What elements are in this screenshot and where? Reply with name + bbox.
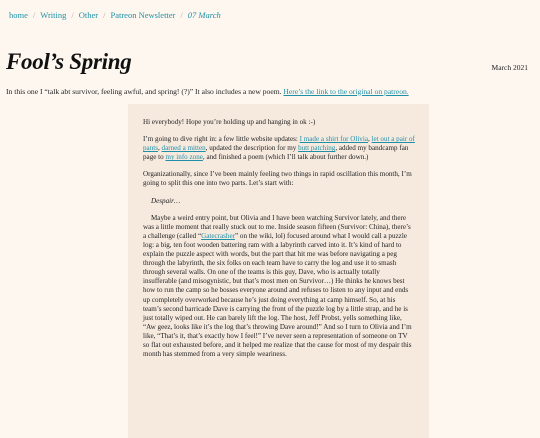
letter-organization-paragraph: Organizationally, since I’ve been mainly feeling two things in rapid oscillation this month, I’m going to split this one into two parts. Let’s start with: bbox=[143, 170, 412, 188]
updates-text: I’m going to dive right in: a few little website updates: bbox=[143, 135, 300, 144]
section-heading-despair: Despair… bbox=[151, 196, 181, 205]
patreon-original-link[interactable]: Here’s the link to the original on patreon. bbox=[283, 86, 409, 96]
intro-body: In this one I “talk abt survivor, feeling awful, and spring! (?)” It also includes a new poem. bbox=[6, 86, 284, 96]
breadcrumb-separator: / bbox=[71, 10, 74, 20]
page-title: Fool’s Spring bbox=[6, 49, 132, 75]
updates-text: , bbox=[157, 144, 162, 153]
butt-patching-link[interactable]: butt patching bbox=[298, 144, 336, 153]
intro-text bbox=[6, 87, 526, 97]
body-text: Maybe a weird entry point, but Olivia and I have been watching Survivor lately, and there was a little moment that really stuck out to me. Inside season fifteen (Survivor: China), there’s a challenge (called “ bbox=[143, 213, 411, 240]
breadcrumb-separator: / bbox=[103, 10, 106, 20]
info-zone-link[interactable]: my info zone bbox=[165, 153, 203, 162]
letter-body-paragraph bbox=[143, 214, 415, 360]
updates-text: , updated the description for my bbox=[205, 144, 299, 153]
post-date: March 2021 bbox=[491, 63, 528, 72]
gatecrasher-link[interactable]: Gatecrasher bbox=[201, 231, 235, 240]
letter-updates-paragraph bbox=[143, 135, 415, 162]
breadcrumb-newsletter-link[interactable]: Patreon Newsletter bbox=[110, 10, 176, 20]
updates-text: , and finished a poem (which I’ll talk about further down.) bbox=[202, 153, 369, 162]
breadcrumb-separator: / bbox=[32, 10, 36, 20]
shirt-for-olivia-link[interactable]: I made a shirt for Olivia bbox=[299, 135, 368, 144]
breadcrumb-current: 07 March bbox=[187, 10, 221, 20]
breadcrumb bbox=[9, 10, 221, 20]
breadcrumb-home-link[interactable]: home bbox=[9, 10, 28, 20]
mitten-link[interactable]: darned a mitten bbox=[161, 144, 206, 153]
letter-greeting: Hi everybody! Hope you’re holding up and hanging in ok :-) bbox=[143, 118, 316, 126]
newsletter-letter bbox=[128, 104, 429, 438]
body-text: ” on the wiki, lol) focused around what I would call a puzzle log: a big, ten foot wooden battering ram with a labyrinth carved into it. It’s kind of hard to explain the puzzle aspect with words, but the part that hit me was before navigating a peg through the labyrinth, the six folks on each team have to carry the log and use it to smash through several walls. On one of the teams is this guy, Dave, who is actually totally insufferable (and misogynistic, but that’s most men on Survivor…) He thinks he knows best how to run the camp so he bosses everyone around and refuses to listen to any input and ends up completely overworked because he’s just doing everything at camp himself. So, at his team’s second barricade Dave is carrying the front of the puzzle log by a little strap, and he is just totally wiped out. He can barely lift the log. The host, Jeff Probst, yells something like, “Aw geez, looks like it’s the log that’s throwing Dave around!” And so I turn to Olivia and I’m like, “That’s it, that’s exactly how I feel!” I’ve never seen a representation of someone on TV so flat out exhausted before, and it helped me realize that the cause for most of my despair this month has stemmed from a very simple weariness. bbox=[143, 231, 412, 359]
pants-link[interactable]: let out a pair of pants bbox=[143, 135, 415, 153]
updates-text: , added my bandcamp fan page to bbox=[143, 144, 409, 162]
updates-text: , bbox=[367, 135, 372, 144]
breadcrumb-writing-link[interactable]: Writing bbox=[40, 10, 67, 20]
breadcrumb-separator: / bbox=[180, 10, 183, 20]
breadcrumb-other-link[interactable]: Other bbox=[78, 10, 99, 20]
